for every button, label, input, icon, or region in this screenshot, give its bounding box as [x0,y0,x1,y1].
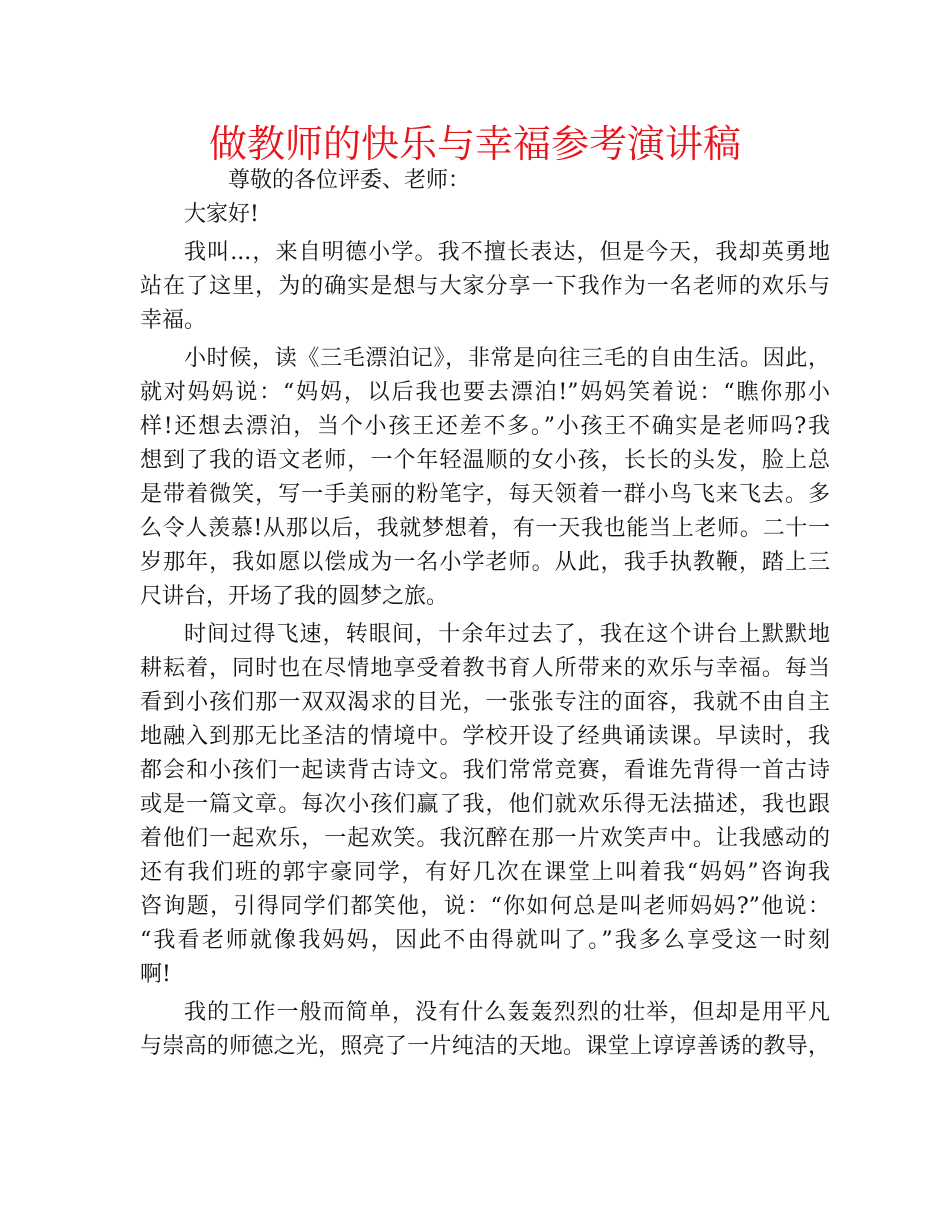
paragraph [140,342,830,614]
text-line: 还有我们班的郭宇豪同学，有好几次在课堂上叫着我“妈妈”咨询我 [140,860,830,885]
text-line: 就对妈妈说：“妈妈，以后我也要去漂泊!”妈妈笑着说：“瞧你那小 [140,380,830,405]
paragraph [140,198,830,232]
text-line: 与崇高的师德之光，照亮了一片纯洁的天地。课堂上谆谆善诱的教导， [140,1034,830,1059]
text-line: 幸福。 [140,308,207,333]
paragraph [140,996,830,1064]
text-line: 地融入到那无比圣洁的情境中。学校开设了经典诵读课。早读时，我 [140,724,830,749]
text-line: 大家好! [184,202,259,227]
text-line: 着他们一起欢乐，一起欢笑。我沉醉在那一片欢笑声中。让我感动的 [140,826,830,851]
text-line: 耕耘着，同时也在尽情地享受着教书育人所带来的欢乐与幸福。每当 [140,656,830,681]
text-line: 样!还想去漂泊，当个小孩王还差不多。”小孩王不确实是老师吗?我 [140,414,830,439]
text-line: 看到小孩们那一双双渴求的目光，一张张专注的面容，我就不由自主 [140,690,830,715]
paragraph [140,618,830,992]
salutation: 尊敬的各位评委、老师： [228,168,471,193]
text-line: 尺讲台，开场了我的圆梦之旅。 [140,584,449,609]
text-line: 或是一篇文章。每次小孩们赢了我，他们就欢乐得无法描述，我也跟 [140,792,830,817]
text-line: 时间过得飞速，转眼间，十余年过去了，我在这个讲台上默默地 [184,622,830,647]
text-line: 么令人羡慕!从那以后，我就梦想着，有一天我也能当上老师。二十一 [140,516,830,541]
text-line: “我看老师就像我妈妈，因此不由得就叫了。”我多么享受这一时刻 [140,928,830,953]
text-line: 我的工作一般而简单，没有什么轰轰烈烈的壮举，但却是用平凡 [184,1000,830,1025]
document-body [140,198,830,1064]
text-line: 都会和小孩们一起读背古诗文。我们常常竞赛，看谁先背得一首古诗 [140,758,830,783]
text-line: 咨询题，引得同学们都笑他，说：“你如何总是叫老师妈妈?”他说： [140,894,830,919]
text-line: 想到了我的语文老师，一个年轻温顺的女小孩，长长的头发，脸上总 [140,448,830,473]
text-line: 是带着微笑，写一手美丽的粉笔字，每天领着一群小鸟飞来飞去。多 [140,482,830,507]
text-line: 我叫...，来自明德小学。我不擅长表达，但是今天，我却英勇地 [184,240,830,265]
text-line: 小时候，读《三毛漂泊记》，非常是向往三毛的自由生活。因此， [184,346,830,371]
paragraph [140,236,830,338]
text-line: 站在了这里，为的确实是想与大家分享一下我作为一名老师的欢乐与 [140,274,830,299]
text-line: 啊! [140,962,171,987]
text-line: 岁那年，我如愿以偿成为一名小学老师。从此，我手执教鞭，踏上三 [140,550,830,575]
document-title: 做教师的快乐与幸福参考演讲稿 [208,122,741,166]
